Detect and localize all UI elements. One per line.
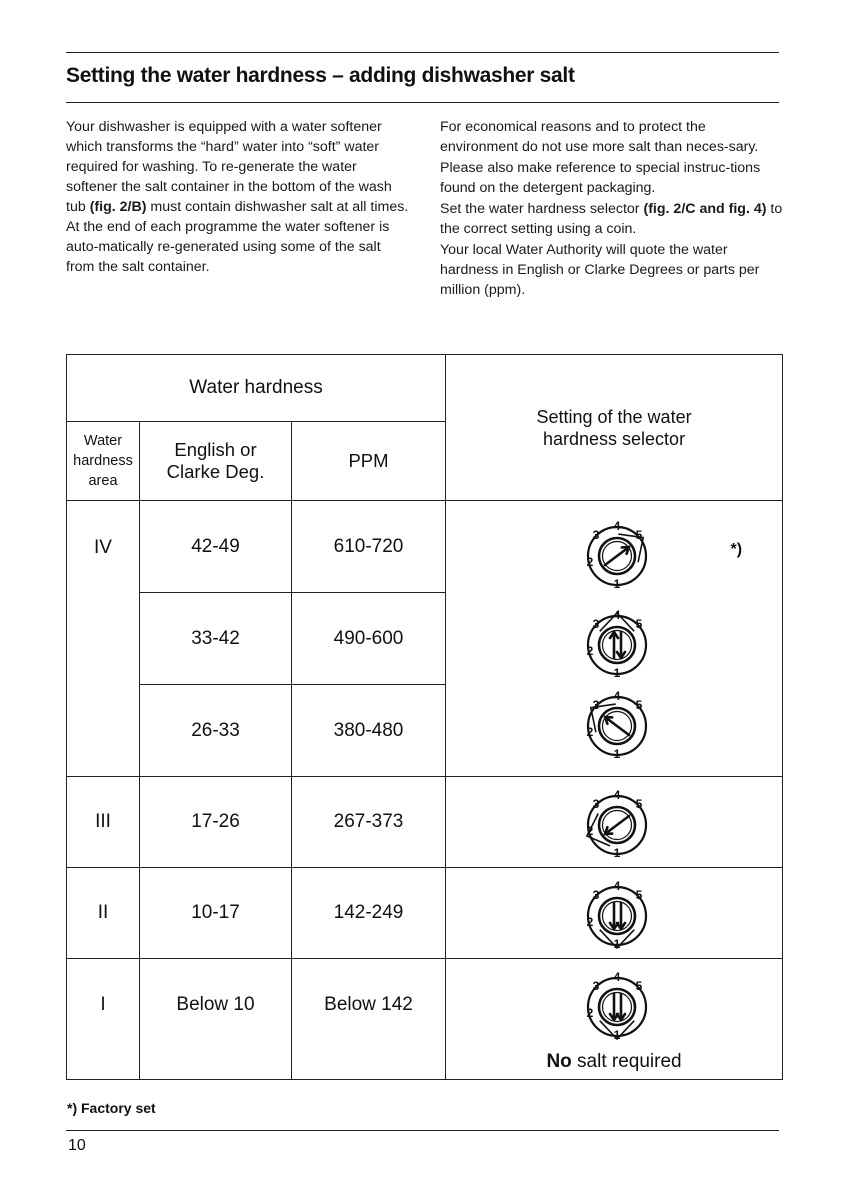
- no-salt-note: No salt required: [546, 1051, 682, 1072]
- page-title: Setting the water hardness – adding dishwasher salt: [66, 64, 575, 87]
- area-cell: II: [67, 868, 140, 959]
- ppm-cell: 610-720: [292, 501, 446, 593]
- selector-header: Setting of the water hardness selector: [446, 355, 783, 501]
- right-paragraph-1: For economical reasons and to protect the environment do not use more salt than neces-sary.: [440, 119, 759, 155]
- left-text-b: must contain dishwasher salt at all times. At the end of each programme the water softener is auto-matically re-generated using some of the salt from the salt container.: [66, 199, 409, 275]
- dial-number: 3: [592, 617, 600, 632]
- dial-number: 1: [613, 666, 621, 681]
- dial-number: 2: [586, 555, 594, 570]
- dial-number: 5: [635, 528, 643, 543]
- area-column-header: Water hardness area: [67, 422, 140, 501]
- left-column: [66, 117, 411, 277]
- water-hardness-header: Water hardness: [67, 355, 446, 422]
- ppm-cell: 380-480: [292, 685, 446, 777]
- factory-set-marker: *): [730, 541, 743, 558]
- dial-number: 4: [613, 970, 621, 985]
- fig-reference: (fig. 2/B): [89, 199, 147, 215]
- dial-setting-1-icon: [574, 967, 660, 1043]
- water-hardness-table: [66, 354, 783, 1080]
- english-column-header: English or Clarke Deg.: [140, 422, 292, 501]
- fig-reference-2: (fig. 2/C and fig. 4): [643, 201, 767, 217]
- english-cell: 26-33: [140, 685, 292, 777]
- left-text-a: Your dishwasher is equipped with a water softener which transforms the “hard” water into “soft” water required for washing. To re-generate the water softener the salt container in the bottom of the wash tub: [66, 119, 392, 215]
- page-number: 10: [68, 1137, 86, 1154]
- left-paragraph: [66, 117, 411, 277]
- dial-number: 1: [613, 577, 621, 592]
- table-row: [67, 959, 783, 1080]
- dial-number: 1: [613, 846, 621, 861]
- table-row: [67, 777, 783, 868]
- dial-number: 4: [613, 788, 621, 803]
- dial-number: 4: [613, 879, 621, 894]
- dial-number: 3: [592, 888, 600, 903]
- right-paragraph-4: Your local Water Authority will quote the water hardness in English or Clarke Degrees or parts per million (ppm).: [440, 242, 760, 298]
- dial-number: 2: [586, 824, 594, 839]
- area-cell: I: [67, 959, 140, 1080]
- dial-number: 3: [592, 797, 600, 812]
- area-cell: III: [67, 777, 140, 868]
- ppm-cell: 267-373: [292, 777, 446, 868]
- english-cell: 33-42: [140, 593, 292, 685]
- selector-cell: [446, 868, 783, 959]
- english-cell: Below 10: [140, 959, 292, 1080]
- dial-setting-2-icon: [574, 785, 660, 861]
- dial-number: 4: [613, 519, 621, 534]
- right-text-a: Set the water hardness selector: [440, 201, 640, 217]
- table-row: [67, 868, 783, 959]
- area-cell: IV: [67, 501, 140, 777]
- english-cell: 42-49: [140, 501, 292, 593]
- right-paragraph-3: [440, 199, 785, 239]
- ppm-cell: 490-600: [292, 593, 446, 685]
- dial-number: 5: [635, 979, 643, 994]
- dial-number: 4: [613, 608, 621, 623]
- right-text-b: to the correct setting using a coin.: [440, 201, 783, 237]
- dial-number: 2: [586, 915, 594, 930]
- dial-number: 5: [635, 698, 643, 713]
- dial-number: 1: [613, 937, 621, 952]
- dial-number: 5: [635, 617, 643, 632]
- ppm-column-header: PPM: [292, 422, 446, 501]
- selector-cell: [446, 777, 783, 868]
- bottom-rule: [66, 1130, 779, 1131]
- dial-number: 5: [635, 797, 643, 812]
- ppm-cell: Below 142: [292, 959, 446, 1080]
- dial-setting-5-icon: [574, 516, 660, 592]
- dial-number: 1: [613, 1028, 621, 1043]
- footnote: *) Factory set: [67, 1100, 156, 1116]
- dial-number: 2: [586, 1006, 594, 1021]
- top-rule: [66, 52, 779, 53]
- ppm-cell: 142-249: [292, 868, 446, 959]
- dial-number: 3: [592, 979, 600, 994]
- dial-number: 1: [613, 747, 621, 762]
- dial-number: 3: [592, 528, 600, 543]
- dial-number: 3: [592, 698, 600, 713]
- selector-cell: [446, 501, 783, 777]
- dial-setting-1-icon: [574, 876, 660, 952]
- right-paragraph-2: Please also make reference to special instruc-tions found on the detergent packaging.: [440, 160, 761, 196]
- english-cell: 17-26: [140, 777, 292, 868]
- selector-cell: [446, 959, 783, 1080]
- english-cell: 10-17: [140, 868, 292, 959]
- dial-number: 2: [586, 644, 594, 659]
- dial-number: 5: [635, 888, 643, 903]
- right-column: [440, 117, 785, 300]
- title-rule: [66, 102, 779, 103]
- table-row: [67, 501, 783, 593]
- dial-number: 4: [613, 689, 621, 704]
- dial-setting-3-icon: [574, 686, 660, 762]
- dial-setting-4-icon: [574, 605, 660, 681]
- dial-number: 2: [586, 725, 594, 740]
